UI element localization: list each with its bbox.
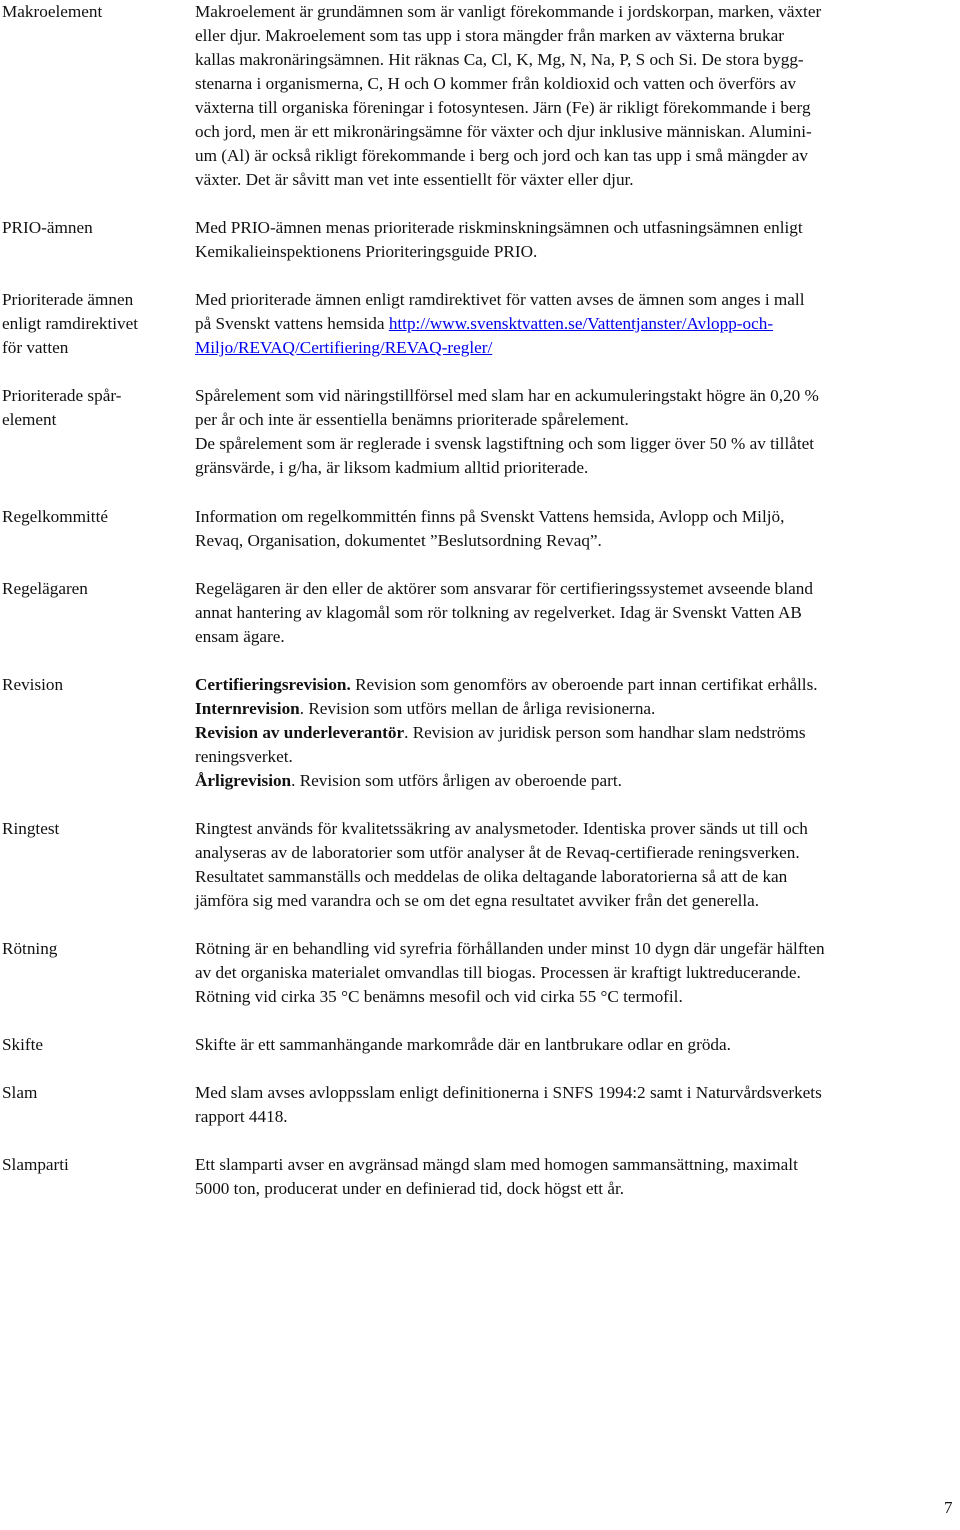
term-definition: Rötning är en behandling vid syrefria förhållanden under minst 10 dygn där ungefär hälften av det organiska materialet omvandlas till biogas. Processen är kraftigt luktreducerande. Rötning vid cirka 35 °C benämns mesofil och vid cirka 55 °C termofil. bbox=[195, 939, 825, 1006]
term-label: Makroelement bbox=[2, 2, 103, 21]
page-number: 7 bbox=[944, 1498, 953, 1517]
term-definition: Med slam avses avloppsslam enligt definitionerna i SNFS 1994:2 samt i Naturvårdsverkets rapport 4418. bbox=[195, 1083, 822, 1126]
term-definition: Regelägaren är den eller de aktörer som ansvarar för certifieringssystemet avseende bland annat hantering av klagomål som rör tolkning av regelverket. Idag är Svenskt Vatten AB ensam ägare. bbox=[195, 579, 813, 646]
term-definition: Certifieringsrevision. Revision som genomförs av oberoende part innan certifikat erhålls. Internrevision. Revision som utförs mellan de årliga revisionerna. Revision av underleverantör. Revision av juridisk person som handhar slam nedströms reningsverket. Årligrevision. Revision som utförs årligen av oberoende part. bbox=[195, 675, 818, 790]
term-definition: Med prioriterade ämnen enligt ramdirektivet för vatten avses de ämnen som anges i mall på Svenskt vattens hemsida http://www.svensktvatten.se/Vattentjanster/Avlopp-och- Miljo/REVAQ/Certifiering/REVAQ-regler/ bbox=[195, 290, 805, 357]
term-label: Ringtest bbox=[2, 819, 60, 838]
term-label: Prioriterade spår- element bbox=[2, 386, 122, 429]
term-label: Slam bbox=[2, 1083, 38, 1102]
term-label: Regelägaren bbox=[2, 579, 88, 598]
svensktvatten-link-continued[interactable]: Miljo/REVAQ/Certifiering/REVAQ-regler/ bbox=[195, 338, 493, 357]
term-label: Prioriterade ämnen enligt ramdirektivet för vatten bbox=[2, 290, 139, 357]
term-label: Rötning bbox=[2, 939, 58, 958]
term-label: Slamparti bbox=[2, 1155, 69, 1174]
term-label: Revision bbox=[2, 675, 64, 694]
term-definition: Information om regelkommittén finns på Svenskt Vattens hemsida, Avlopp och Miljö, Revaq, Organisation, dokumentet ”Beslutsordning Revaq”. bbox=[195, 507, 785, 550]
term-definition: Ett slamparti avser en avgränsad mängd slam med homogen sammansättning, maximalt 5000 ton, producerat under en definierad tid, dock högst ett år. bbox=[195, 1155, 798, 1198]
term-definition: Skifte är ett sammanhängande markområde där en lantbrukare odlar en gröda. bbox=[195, 1035, 731, 1054]
term-label: Skifte bbox=[2, 1035, 44, 1054]
term-label: PRIO-ämnen bbox=[2, 218, 93, 237]
term-label: Regelkommitté bbox=[2, 507, 108, 526]
term-definition: Spårelement som vid näringstillförsel med slam har en ackumuleringstakt högre än 0,20 % per år och inte är essentiella benämns prioriterade spårelement. De spårelement som är reglerade i svensk lagstiftning och som ligger över 50 % av tillåtet gränsvärde, i g/ha, är liksom kadmium alltid prioriterade. bbox=[195, 386, 819, 477]
svensktvatten-link[interactable]: http://www.svensktvatten.se/Vattentjanster/Avlopp-och- bbox=[388, 314, 774, 333]
term-definition: Ringtest används för kvalitetssäkring av analysmetoder. Identiska prover sänds ut till och analyseras av de laboratorier som utför analyser åt de Revaq-certifierade reningsverken. Resultatet sammanställs och meddelas de olika deltagande laboratorierna så att de kan jämföra sig med varandra och se om det egna resultatet avviker från det generella. bbox=[195, 819, 808, 910]
term-definition: Makroelement är grundämnen som är vanligt förekommande i jordskorpan, marken, växter eller djur. Makroelement som tas upp i stora mängder från marken av växterna brukar kallas makronäringsämnen. Hit räknas Ca, Cl, K, Mg, N, Na, P, S och Si. De stora bygg- stenarna i organismerna, C, H och O kommer från koldioxid och vatten och överförs av växterna till organiska föreningar i fotosyntesen. Järn (Fe) är rikligt förekommande i berg och jord, men är ett mikronäringsämne för växter och djur inklusive människan. Alumini- um (Al) är också rikligt förekommande i berg och jord och kan tas upp i små mängder av växter. Det är såvitt man vet inte essentiellt för växter eller djur. bbox=[195, 2, 822, 189]
term-definition: Med PRIO-ämnen menas prioriterade riskminskningsämnen och utfasningsämnen enligt Kemikalieinspektionens Prioriteringsguide PRIO. bbox=[195, 218, 803, 261]
